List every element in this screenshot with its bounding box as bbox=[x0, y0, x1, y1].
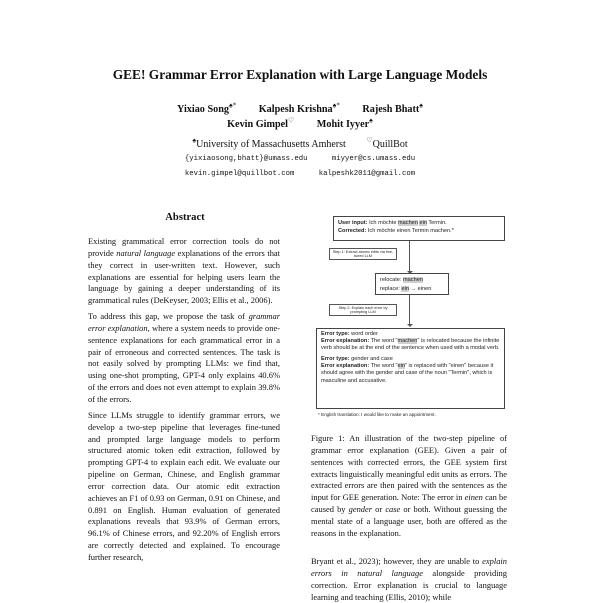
input-box bbox=[333, 216, 505, 241]
step-1-label: Step 1: Extract atomic edits via fine-tuned LLM bbox=[329, 248, 397, 260]
figure-caption: Figure 1: An illustration of the two-step pipeline of grammar error explanation (GEE). Given a pair of sentences with corrected errors, the GEE system first extracts linguistically meaningful edit units as errors. The extracted errors are then paired with the sentences as the input for GEE generation. Note: The error in einen can be caused by gender or case or both. Without guessing the mental state of a language user, both are offered as the reasons in the explanation. bbox=[311, 433, 507, 538]
author: Kevin Gimpel♡ bbox=[227, 117, 295, 131]
corrected-line: Corrected: Ich möchte einen Termin machen.* bbox=[338, 228, 454, 234]
abstract-paragraph: Since LLMs struggle to identify grammar errors, we develop a two-step pipeline that leverages fine-tuned and prompted large language models to perform structured atomic token edit extraction, followed by prompting GPT-4 to explain each edit. We evaluate our pipeline on German, Chinese, and English grammar error correction data. Our atomic edit extraction achieves an F1 of 0.93 on German, 0.91 on Chinese, and 0.891 on English. Human evaluation of generated explanations reveals that 93.9% of German errors, 96.1% of Chinese errors, and 92.20% of English errors are correctly detected and explained. To encourage further research, bbox=[88, 409, 280, 562]
body-text bbox=[311, 556, 507, 603]
abstract-paragraph: To address this gap, we propose the task of grammar error explanation, where a system needs to provide one-sentence explanations for each grammatical error in a pair of erroneous and corrected sentences. The task is not easily solved by prompting LLMs: we find that, using one-shot prompting, GPT-4 only explains 40.6% of the errors and does not even attempt to explain 39.8% of the errors. bbox=[88, 311, 280, 404]
author: Rajesh Bhatt♠ bbox=[362, 102, 424, 116]
user-input-line: User input: Ich möchte machen ein Termin. bbox=[338, 220, 447, 226]
author: Yixiao Song♠* bbox=[176, 102, 237, 116]
abstract-heading: Abstract bbox=[165, 212, 205, 223]
abstract-body bbox=[88, 236, 280, 568]
author-row-2 bbox=[0, 117, 600, 130]
affiliation: ♠University of Massachusetts Amherst bbox=[192, 137, 346, 151]
error-1: Error type: word order Error explanation: The word "machen" is relocated because the infinite verb should be at the end of the sentence when used with a modal verb. bbox=[321, 331, 500, 352]
arrow-1 bbox=[409, 241, 410, 271]
email: kalpeshk2011@gmail.com bbox=[318, 170, 416, 178]
author: Mohit Iyyer♠ bbox=[316, 117, 373, 131]
error-2: Error type: gender and case Error explanation: The word "ein" is replaced with "einen" because it should agree with the gender and case of the noun "Termin", which is masculine and accusative. bbox=[321, 356, 494, 384]
email: {yixiaosong,bhatt}@umass.edu bbox=[184, 155, 308, 163]
author-row-1 bbox=[0, 102, 600, 115]
email-row-2 bbox=[0, 170, 600, 178]
affiliation: ♡QuillBot bbox=[366, 137, 408, 151]
edits-box bbox=[375, 273, 449, 295]
step-2-label: Step 2: Explain each error by prompting LLM bbox=[329, 304, 397, 316]
figure-footnote: * English translation: I would like to make an appointment. bbox=[318, 412, 436, 417]
arrow-2 bbox=[409, 295, 410, 324]
edit-relocate: relocate: machen bbox=[380, 277, 423, 283]
paper-title: GEE! Grammar Error Explanation with Large Language Models bbox=[112, 67, 488, 82]
explanations-box bbox=[316, 328, 505, 409]
edit-replace: replace: ein → einen bbox=[380, 285, 432, 292]
author: Kalpesh Krishna♠* bbox=[258, 102, 340, 116]
email-row-1 bbox=[0, 155, 600, 163]
affiliations bbox=[0, 137, 600, 150]
body-paragraph: Bryant et al., 2023); however, they are unable to explain errors in natural language alongside providing correction. Error explanation is crucial to language learning and teaching (Ellis, 2010); while bbox=[311, 556, 507, 602]
email: miyyer@cs.umass.edu bbox=[331, 155, 416, 163]
abstract-paragraph: Existing grammatical error correction tools do not provide natural language explanations of the errors that they correct in user-written text. However, such explanations are essential for helping users learn the language by gaining a deeper understanding of its grammatical rules (DeKeyser, 2003; Ellis et al., 2006). bbox=[88, 236, 280, 306]
figure-1-pipeline bbox=[315, 213, 507, 421]
email: kevin.gimpel@quillbot.com bbox=[184, 170, 295, 178]
